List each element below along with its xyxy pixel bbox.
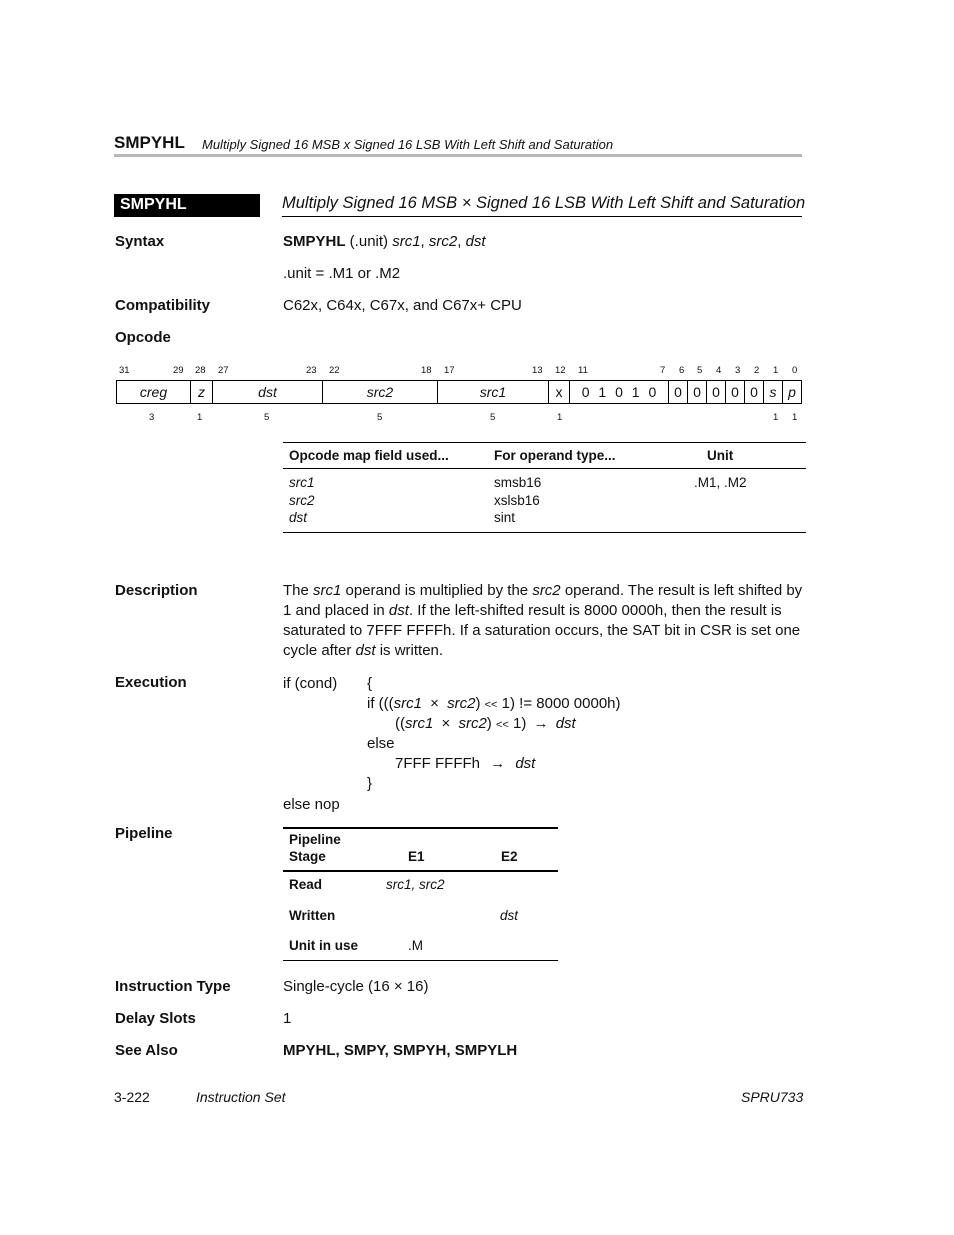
description-span: operand. The result is left shifted by 1 and placed in [283, 582, 807, 619]
description-span: . If the left-shifted result is 8000 0000h, then the result is saturated to 7FFF FFFFh. If a saturation occurs, the SAT bit in CSR is set one cycle after [283, 602, 805, 659]
opcode-field-table [116, 380, 802, 404]
execution-else: else [367, 735, 395, 752]
opcode-field-p: p [783, 381, 802, 404]
execution-cond: if (cond) [283, 675, 338, 692]
syntax-src2: src2 [428, 233, 458, 250]
pipeline-unit-label: Unit in use [289, 938, 359, 953]
opcode-field-bit: 0 [688, 381, 707, 404]
opmap-header-unit: Unit [707, 448, 734, 463]
syntax-label: Syntax [115, 233, 165, 250]
field-width: 5 [264, 412, 270, 423]
field-width: 1 [197, 412, 203, 423]
syntax-line [283, 233, 486, 250]
pipeline-read-label: Read [289, 877, 323, 892]
code-span: 1) [513, 715, 527, 732]
field-width: 5 [377, 412, 383, 423]
opmap-field-src1: src1 [289, 475, 315, 490]
execution-line-4 [395, 755, 535, 772]
description-span: The [283, 582, 314, 599]
footer-page-number: 3-222 [114, 1089, 150, 1105]
code-span: if ((( [367, 695, 394, 712]
opmap-type-src2: xslsb16 [494, 493, 540, 508]
code-src1: src1 [393, 695, 422, 712]
pipeline-header-stage-1: Pipeline [289, 832, 341, 847]
opmap-type-dst: sint [494, 510, 516, 525]
description-span: is written. [375, 642, 444, 659]
opcode-field-z: z [191, 381, 213, 404]
opmap-header-rule [283, 468, 806, 469]
pipeline-header-e2: E2 [501, 849, 518, 864]
opcode-field-src1: src1 [438, 381, 549, 404]
bit-number: 29 [173, 365, 184, 376]
bit-number: 7 [660, 365, 666, 376]
bit-number: 1 [773, 365, 779, 376]
bit-number: 27 [218, 365, 229, 376]
opcode-field-src2: src2 [323, 381, 438, 404]
bit-number: 3 [735, 365, 741, 376]
bit-number: 17 [444, 365, 455, 376]
code-span: ) [486, 715, 492, 732]
field-width: 1 [557, 412, 563, 423]
description-dst: dst [355, 642, 376, 659]
pipeline-header-stage-2: Stage [289, 849, 326, 864]
pipeline-label: Pipeline [115, 825, 173, 842]
pipeline-bottom-rule [283, 960, 558, 961]
section-title: Multiply Signed 16 MSB × Signed 16 LSB With Left Shift and Saturation [282, 194, 806, 212]
opcode-field-creg: creg [117, 381, 191, 404]
execution-open-brace: { [367, 675, 373, 692]
delay-slots-value: 1 [283, 1010, 292, 1027]
bit-number: 12 [555, 365, 566, 376]
compatibility-label: Compatibility [115, 297, 211, 314]
code-span: 1) != 8000 0000h) [501, 695, 621, 712]
field-width: 1 [792, 412, 798, 423]
syntax-mnemonic: SMPYHL [283, 233, 346, 250]
bit-number: 18 [421, 365, 432, 376]
compatibility-value: C62x, C64x, C67x, and C67x+ CPU [283, 297, 522, 314]
bit-number: 5 [697, 365, 703, 376]
opcode-field-s: s [764, 381, 783, 404]
opcode-field-bit: 0 [707, 381, 726, 404]
bit-number: 2 [754, 365, 760, 376]
see-also-label: See Also [115, 1042, 178, 1059]
opcode-field-bit: 0 [726, 381, 745, 404]
bit-number: 11 [578, 365, 588, 376]
opmap-field-dst: dst [289, 510, 308, 525]
field-width: 1 [773, 412, 779, 423]
description-text [283, 581, 808, 661]
syntax-comma-2: , [457, 233, 466, 250]
pipeline-written-e2: dst [500, 908, 519, 923]
description-src1: src1 [313, 582, 342, 599]
opcode-label: Opcode [115, 329, 171, 346]
running-header-title: Multiply Signed 16 MSB x Signed 16 LSB With Left Shift and Saturation [202, 137, 614, 152]
code-span: (( [395, 715, 405, 732]
execution-line-2 [395, 715, 576, 732]
field-width: 3 [149, 412, 155, 423]
footer-section: Instruction Set [196, 1089, 286, 1105]
description-span: operand is multiplied by the [341, 582, 533, 599]
footer-doc-id: SPRU733 [741, 1089, 804, 1105]
code-dst: dst [555, 715, 576, 732]
syntax-src1: src1 [392, 233, 421, 250]
pipeline-read-e1: src1, src2 [386, 877, 445, 892]
field-width: 5 [490, 412, 496, 423]
execution-label: Execution [115, 674, 187, 691]
times-symbol: × [430, 695, 439, 712]
bit-number: 6 [679, 365, 685, 376]
bit-number: 23 [306, 365, 317, 376]
opcode-field-constant: 0 1 0 1 0 [570, 381, 669, 404]
section-mnemonic-box: SMPYHL [114, 194, 260, 217]
instruction-type-value: Single-cycle (16 × 16) [283, 978, 429, 995]
running-header-mnemonic: SMPYHL [114, 133, 185, 152]
bit-number: 28 [195, 365, 206, 376]
description-label: Description [115, 582, 198, 599]
opmap-type-src1: smsb16 [494, 475, 542, 490]
bit-number: 0 [792, 365, 798, 376]
opmap-field-src2: src2 [289, 493, 315, 508]
opcode-field-bit: 0 [745, 381, 764, 404]
pipeline-header-rule [283, 870, 558, 872]
opcode-field-dst: dst [213, 381, 323, 404]
arrow-symbol: → [490, 755, 506, 772]
pipeline-header-e1: E1 [408, 849, 425, 864]
execution-close-brace: } [367, 775, 373, 792]
opmap-header-field: Opcode map field used... [289, 448, 449, 463]
code-src2: src2 [458, 715, 487, 732]
code-src2: src2 [447, 695, 476, 712]
opmap-unit-src1: .M1, .M2 [694, 475, 747, 490]
section-title-rule [282, 216, 802, 217]
code-src1: src1 [405, 715, 434, 732]
description-src2: src2 [532, 582, 561, 599]
see-also-value[interactable]: MPYHL, SMPY, SMPYH, SMPYLH [283, 1042, 518, 1059]
bit-number: 22 [329, 365, 340, 376]
execution-else-nop: else nop [283, 796, 340, 813]
syntax-comma-1: , [420, 233, 429, 250]
code-span: ) [475, 695, 481, 712]
opcode-field-bit: 0 [669, 381, 688, 404]
bit-number: 13 [532, 365, 543, 376]
opmap-top-rule [283, 442, 806, 443]
header-rule [114, 154, 802, 157]
delay-slots-label: Delay Slots [115, 1010, 196, 1027]
opcode-field-x: x [549, 381, 570, 404]
execution-line-1 [367, 695, 621, 712]
pipeline-written-label: Written [289, 908, 336, 923]
shift-symbol: << [495, 719, 509, 731]
bit-number: 31 [119, 365, 130, 376]
syntax-unit-line: .unit = .M1 or .M2 [283, 265, 401, 282]
code-dst: dst [515, 755, 536, 772]
code-span: 7FFF FFFFh [395, 755, 480, 772]
opmap-bottom-rule [283, 532, 806, 533]
syntax-unit: (.unit) [345, 233, 393, 250]
description-dst: dst [388, 602, 409, 619]
times-symbol: × [441, 715, 451, 732]
arrow-symbol: → [533, 715, 549, 732]
syntax-dst: dst [465, 233, 486, 250]
instruction-type-label: Instruction Type [115, 978, 231, 995]
pipeline-unit-e1: .M [408, 938, 423, 953]
shift-symbol: << [484, 699, 498, 711]
pipeline-top-rule [283, 827, 558, 829]
bit-number: 4 [716, 365, 722, 376]
opmap-header-type: For operand type... [494, 448, 616, 463]
